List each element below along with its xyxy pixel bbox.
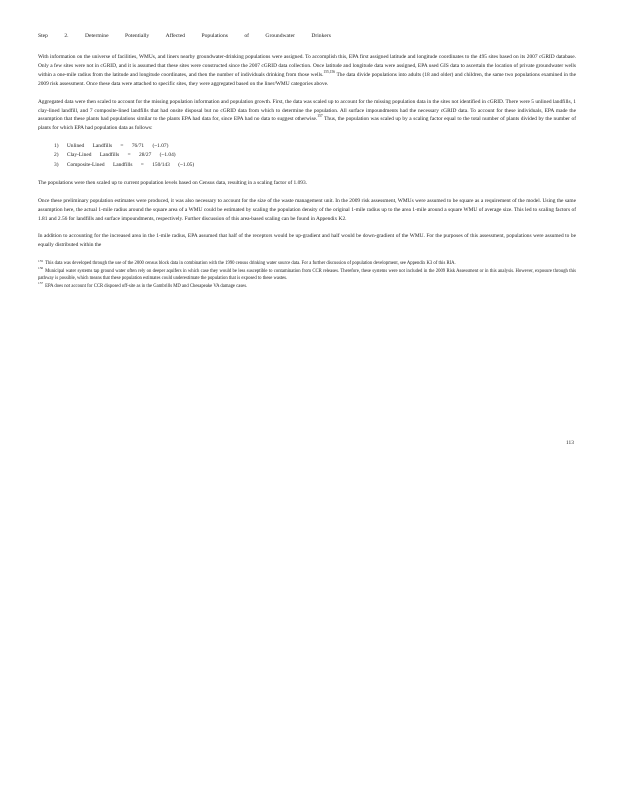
list-equals: = [120,143,124,150]
list-equals: = [140,161,144,168]
list-type: Landfills [112,161,133,168]
footnote [38,280,576,290]
list-type: Landfills [92,143,113,150]
list-number: 2) [54,152,59,159]
paragraph: The populations were then scaled up to current population levels based on Census data, resulting in a scaling factor of 1.093. [38,179,308,186]
list-type: Landfills [99,152,120,159]
footnote-text: EPA does not account for CCR disposed off-site as in the Gambrills MD and Chesapeake VA damage cases. [45,283,248,289]
footnote [38,260,576,267]
heading-word: Populations [201,33,228,39]
list-number: 3) [54,161,59,168]
list-label: Unlined [66,143,85,150]
footnote-text: This data was developed through the use of the 2000 census block data in combination with the 1990 census drinking water source data. For a further discussion of population development, see Appendix K3 of this RIA. [45,261,456,267]
footnote-ref: 155,156 [323,70,336,75]
list-factor: (~1.07) [152,143,169,150]
paragraph-text: Aggregated data were then scaled to account for the missing population information and population growth. First, the data was scaled up to account for the missing population data in the sites not identified in cGRID. There were 5 unlined landfills, 1 clay-lined landfill, and 7 composite-lined landfills that had onsite disposal but no cGRID data from which to determine the population. All surface impoundments had the necessary cGRID data. To account for these individuals, EPA made the assumption that these plants had populations similar to the plants EPA had data for, since EPA had no data to suggest otherwise. [38,98,576,123]
section-heading [38,32,576,40]
list-ratio: 28/27 [139,152,152,159]
heading-word: Groundwater [265,33,295,39]
heading-word: Drinkers [311,33,331,39]
list-item [38,151,576,160]
list-item [38,142,576,151]
footnote-ref: 157 [317,114,323,119]
paragraph [38,98,576,134]
footnote-number: 156 [38,266,44,271]
list-label: Composite-Lined [66,161,105,168]
paragraph-text: Thus, the population was scaled up by a scaling factor equal to the total number of plants divided by the number of plants for which EPA had population data as follows: [38,116,577,132]
paragraph-text: The data divide populations into adults (18 and older) and children, the same two populations examined in the 2009 risk assessment. Once these data were attached to specific sites, they were aggregated based on the liner/WMU categories above. [38,71,576,87]
paragraph: In addition to accounting for the increased area in the 1-mile radius, EPA assumed that half of the receptors would be up-gradient and half would be down-gradient of the WMU. For the purposes of this assessment, populations were assumed to be equally distributed within the [38,233,576,249]
list-factor: (~1.04) [159,152,176,159]
heading-number: 2. [64,33,69,39]
footnote [38,268,576,283]
scaling-factor-list [38,142,576,170]
heading-word: Affected [165,33,186,39]
footnote-number: 157 [38,280,44,285]
list-equals: = [127,152,131,159]
list-number: 1) [54,143,59,150]
list-ratio: 150/143 [152,161,170,168]
heading-word: of [244,33,250,39]
footnotes [38,260,576,290]
page-content [38,32,576,290]
heading-word: Determine [84,33,109,39]
list-item [38,161,576,170]
footnote-number: 155 [38,258,44,263]
heading-word: Potentially [124,33,150,39]
page-number: 113 [566,440,574,446]
heading-step: Step [38,33,48,39]
list-label: Clay-Lined [66,152,92,159]
list-ratio: 76/71 [131,143,145,150]
paragraph: Once these preliminary population estimates were produced, it was also necessary to account for the size of the waste management unit. In the 2009 risk assessment, WMUs were assumed to be square as a requirement of the model. Using the same assumption here, the actual 1-mile radius around the square area of a WMU could be estimated by scaling the population density of the original 1-mile radius up to the area 1-mile around a square WMU of average size. This led to scaling factors of 1.81 and 2.56 for landfills and surface impoundments, respectively. Further discussion of this area-based scaling can be found in Appendix K2. [38,197,576,222]
paragraph [38,53,576,89]
list-factor: (~1.05) [178,161,195,168]
paragraph-text: With information on the universe of facilities, WMUs, and liners nearby groundwater-drinking populations were assigned. To accomplish this, EPA first assigned latitude and longitude coordinates to the 495 sites based on its 2007 cGRID database. Only a few sites were not in cGRID, and it is assumed that these sites were constructed since the 2007 cGRID data collection. Once latitude and longitude data were assigned, EPA used GIS data to ascertain the location of private groundwater wells within a one-mile radius from the latitude and longitude coordinates, and then the number of individuals drinking from those wells. [38,54,576,78]
footnote-text: Municipal water systems tap ground water often rely on deeper aquifers in which case they would be less susceptible to contamination from CCR releases. Therefore, these systems were not included in the 2009 Risk Assessment or in this analysis. However, exposure through this pathway is possible, which means that these population estimates could underestimate the population that is exposed to these wastes. [38,268,576,282]
